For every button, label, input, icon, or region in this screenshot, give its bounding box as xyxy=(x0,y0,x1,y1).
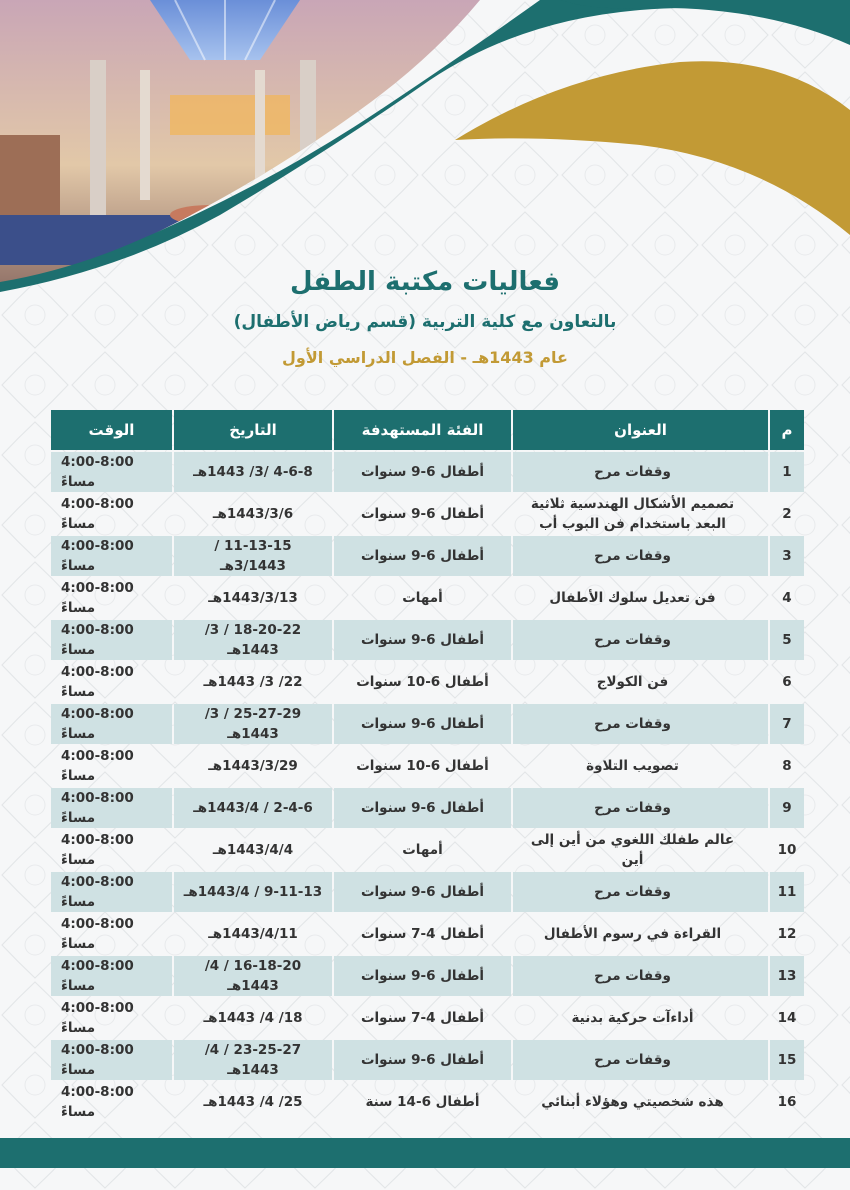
header-audience: الفئة المستهدفة xyxy=(334,410,511,450)
cell-audience: أطفال 4-7 سنوات xyxy=(360,1010,485,1026)
cell-title: وقفات مرح xyxy=(513,1040,768,1080)
cell-time: 4:00-8:00 مساءً xyxy=(61,832,134,868)
cell-num: 7 xyxy=(770,704,804,744)
table-row xyxy=(51,956,804,996)
teal-corner xyxy=(560,0,850,45)
cell-audience: أمهات xyxy=(402,842,443,858)
cell-date: 25/ 4/ 1443هـ xyxy=(203,1094,303,1110)
cell-title: فن تعديل سلوك الأطفال xyxy=(549,590,716,606)
cell-date: 11-13-15 / 3/1443هـ xyxy=(174,536,332,576)
table-row xyxy=(51,914,804,954)
cell-audience: أطفال 6-10 سنوات xyxy=(356,758,489,774)
title-block xyxy=(0,262,850,372)
cell-date: 16-18-20 / 4/ 1443هـ xyxy=(174,956,332,996)
cell-audience: أطفال 6-9 سنوات xyxy=(360,506,485,522)
cell-date: 18-20-22 / 3/ 1443هـ xyxy=(174,620,332,660)
cell-num: 12 xyxy=(777,926,797,942)
cell-time: 4:00-8:00 مساءً xyxy=(61,496,134,532)
table-row xyxy=(51,620,804,660)
cell-date: 1443/3/6هـ xyxy=(212,506,294,522)
cell-num: 1 xyxy=(770,452,804,492)
events-table xyxy=(49,408,806,1124)
cell-time: 4:00-8:00 مساءً xyxy=(51,620,172,660)
cell-date: 1443/4/11هـ xyxy=(208,926,298,942)
page-title: فعاليات مكتبة الطفل xyxy=(290,267,560,297)
cell-audience: أطفال 6-9 سنوات xyxy=(334,452,511,492)
cell-num: 8 xyxy=(782,758,792,774)
cell-date: 1443/4/4هـ xyxy=(212,842,294,858)
cell-time: 4:00-8:00 مساءً xyxy=(61,580,134,616)
table-row xyxy=(51,788,804,828)
cell-time: 4:00-8:00 مساءً xyxy=(51,788,172,828)
cell-title: عالم طفلك اللغوي من أين إلى أين xyxy=(530,832,735,868)
cell-time: 4:00-8:00 مساءً xyxy=(51,452,172,492)
cell-title: وقفات مرح xyxy=(513,536,768,576)
cell-title: وقفات مرح xyxy=(513,788,768,828)
cell-audience: أطفال 6-9 سنوات xyxy=(334,872,511,912)
cell-num: 10 xyxy=(777,842,797,858)
cell-date: 22/ 3/ 1443هـ xyxy=(203,674,303,690)
header-num: م xyxy=(770,410,804,450)
cell-title: وقفات مرح xyxy=(513,620,768,660)
cell-time: 4:00-8:00 مساءً xyxy=(51,536,172,576)
cell-date: 1443/3/13هـ xyxy=(208,590,298,606)
cell-time: 4:00-8:00 مساءً xyxy=(61,748,134,784)
cell-time: 4:00-8:00 مساءً xyxy=(61,664,134,700)
cell-time: 4:00-8:00 مساءً xyxy=(51,704,172,744)
footer-bar xyxy=(0,1138,850,1168)
header-time: الوقت xyxy=(51,410,172,450)
gold-wave xyxy=(455,61,850,235)
cell-num: 11 xyxy=(770,872,804,912)
header-illustration xyxy=(0,0,850,300)
table-row xyxy=(51,872,804,912)
cell-time: 4:00-8:00 مساءً xyxy=(61,1000,134,1036)
cell-num: 15 xyxy=(770,1040,804,1080)
cell-date: 2-4-6 / 1443/4هـ xyxy=(174,788,332,828)
cell-num: 14 xyxy=(777,1010,797,1026)
term-label: عام 1443هـ - الفصل الدراسي الأول xyxy=(282,348,568,367)
cell-title: القراءة في رسوم الأطفال xyxy=(543,926,722,942)
cell-audience: أمهات xyxy=(402,590,443,606)
table-row xyxy=(51,578,804,618)
cell-time: 4:00-8:00 مساءً xyxy=(51,1040,172,1080)
cell-time: 4:00-8:00 مساءً xyxy=(61,916,134,952)
table-row xyxy=(51,830,804,870)
cell-audience: أطفال 6-14 سنة xyxy=(365,1094,480,1110)
cell-date: 4-6-8 /3/ 1443هـ xyxy=(174,452,332,492)
cell-num: 4 xyxy=(782,590,792,606)
cell-num: 6 xyxy=(782,674,792,690)
cell-title: وقفات مرح xyxy=(513,452,768,492)
table-row xyxy=(51,704,804,744)
cell-title: هذه شخصيتي وهؤلاء أبنائي xyxy=(541,1094,724,1110)
cell-num: 2 xyxy=(782,506,792,522)
cell-time: 4:00-8:00 مساءً xyxy=(51,872,172,912)
page-subtitle: بالتعاون مع كلية التربية (قسم رياض الأطفال) xyxy=(233,312,617,332)
cell-title: تصويب التلاوة xyxy=(586,758,679,774)
cell-title: أداءآت حركية بدنية xyxy=(571,1010,694,1026)
header-title: العنوان xyxy=(513,410,768,450)
cell-title: فن الكولاج xyxy=(596,674,669,690)
table-row xyxy=(51,662,804,702)
table-row xyxy=(51,494,804,534)
cell-num: 3 xyxy=(770,536,804,576)
cell-date: 9-11-13 / 1443/4هـ xyxy=(174,872,332,912)
header-date: التاريخ xyxy=(174,410,332,450)
library-atrium-photo xyxy=(0,0,480,300)
cell-audience: أطفال 6-9 سنوات xyxy=(334,536,511,576)
cell-audience: أطفال 6-10 سنوات xyxy=(356,674,489,690)
cell-audience: أطفال 6-9 سنوات xyxy=(334,788,511,828)
table-row xyxy=(51,998,804,1038)
table-row xyxy=(51,536,804,576)
cell-audience: أطفال 6-9 سنوات xyxy=(334,1040,511,1080)
cell-num: 13 xyxy=(770,956,804,996)
cell-num: 16 xyxy=(777,1094,797,1110)
cell-num: 5 xyxy=(770,620,804,660)
cell-audience: أطفال 6-9 سنوات xyxy=(334,704,511,744)
cell-time: 4:00-8:00 مساءً xyxy=(61,1084,134,1120)
cell-audience: أطفال 6-9 سنوات xyxy=(334,956,511,996)
cell-time: 4:00-8:00 مساءً xyxy=(51,956,172,996)
cell-date: 18/ 4/ 1443هـ xyxy=(203,1010,303,1026)
table-row xyxy=(51,452,804,492)
table-row xyxy=(51,1040,804,1080)
cell-date: 23-25-27 / 4/ 1443هـ xyxy=(174,1040,332,1080)
cell-title: وقفات مرح xyxy=(513,872,768,912)
table-row xyxy=(51,1082,804,1122)
cell-audience: أطفال 4-7 سنوات xyxy=(360,926,485,942)
cell-date: 1443/3/29هـ xyxy=(208,758,298,774)
cell-title: وقفات مرح xyxy=(513,704,768,744)
table-body xyxy=(51,452,804,1122)
table-row xyxy=(51,746,804,786)
cell-date: 25-27-29 / 3/ 1443هـ xyxy=(174,704,332,744)
table-header-row xyxy=(51,410,804,450)
cell-title: تصميم الأشكال الهندسية ثلاثية البعد باستخدام فن البوب أب xyxy=(530,496,735,532)
cell-num: 9 xyxy=(770,788,804,828)
cell-title: وقفات مرح xyxy=(513,956,768,996)
cell-audience: أطفال 6-9 سنوات xyxy=(334,620,511,660)
